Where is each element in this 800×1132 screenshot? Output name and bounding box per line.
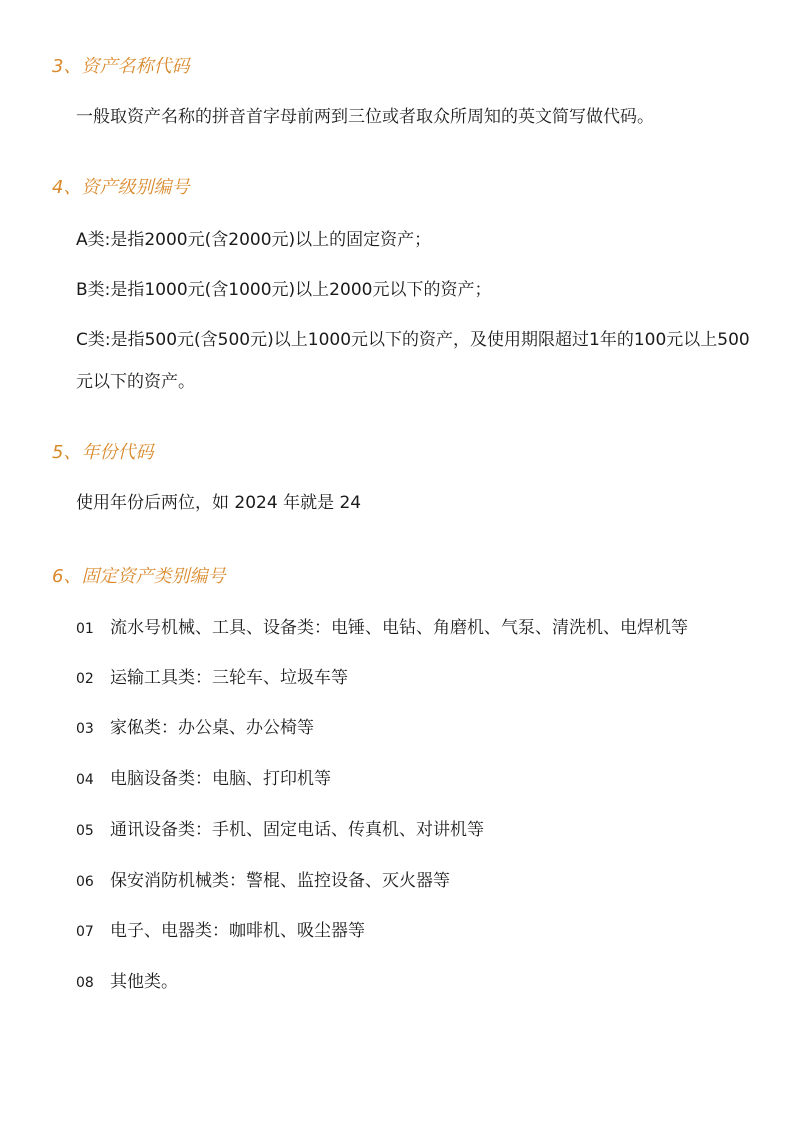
item-text: 其他类。 [110,972,178,992]
item-text: 流水号机械、工具、设备类：电锤、电钻、角磨机、气泵、清洗机、电焊机等 [110,618,688,638]
item-number: 02 [76,671,94,687]
section-5-text: 使用年份后两位，如 2024 年就是 24 [76,493,362,513]
item-number: 06 [76,874,94,890]
section-3-text: 一般取资产名称的拼音首字母前两到三位或者取众所周知的英文简写做代码。 [76,107,654,127]
section-3-heading: 3、资产名称代码 [52,56,190,77]
item-text: 电子、电器类：咖啡机、吸尘器等 [110,921,365,941]
item-number: 01 [76,621,94,637]
section-4-heading: 4、资产级别编号 [52,177,190,198]
section-5-heading: 5、年份代码 [52,442,154,463]
item-number: 04 [76,772,94,788]
list-item [76,666,348,691]
list-item [76,716,314,741]
list-item [76,616,688,641]
item-text: 电脑设备类：电脑、打印机等 [110,769,331,789]
item-number: 05 [76,823,94,839]
item-text: 通讯设备类：手机、固定电话、传真机、对讲机等 [110,820,484,840]
item-number: 07 [76,924,94,940]
section-6-heading: 6、固定资产类别编号 [52,566,226,587]
item-text: 保安消防机械类：警棍、监控设备、灭火器等 [110,871,450,891]
item-number: 08 [76,975,94,991]
item-text: 家俬类：办公桌、办公椅等 [110,718,314,738]
list-item [76,818,484,843]
section-4-class-b: B类:是指1000元(含1000元)以上2000元以下的资产； [76,280,492,300]
list-item [76,919,365,944]
list-item [76,869,450,894]
item-text: 运输工具类：三轮车、垃圾车等 [110,668,348,688]
section-4-class-a: A类:是指2000元(含2000元)以上的固定资产； [76,230,432,250]
item-number: 03 [76,721,94,737]
list-item [76,767,331,792]
section-4-class-c: C类:是指500元(含500元)以上1000元以下的资产，及使用期限超过1年的100元以上500元以下的资产。 [76,330,750,392]
list-item [76,970,178,995]
